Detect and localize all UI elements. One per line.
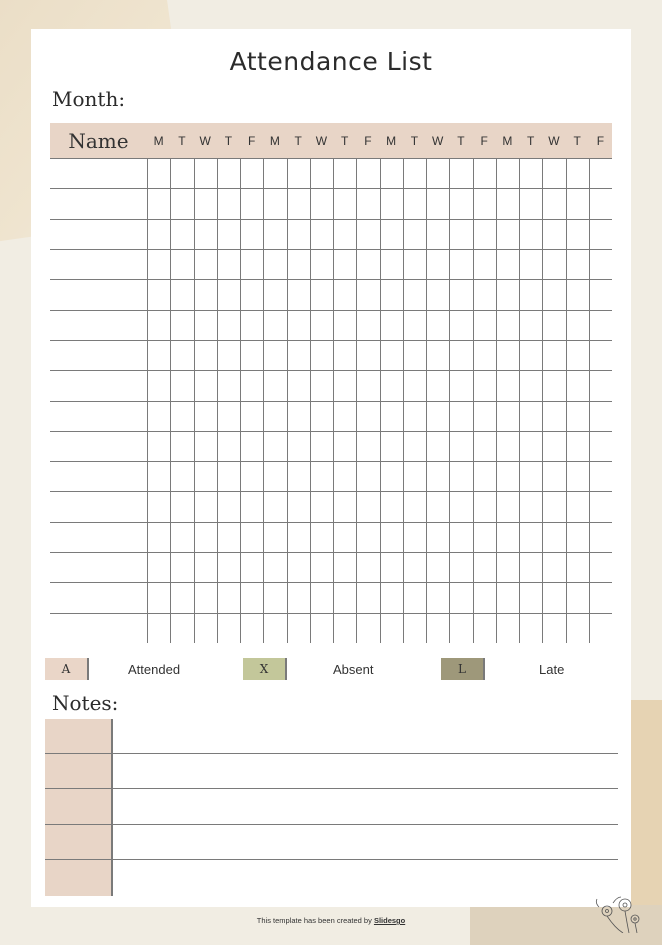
day-header: T xyxy=(573,133,581,148)
legend xyxy=(45,658,615,682)
column-line xyxy=(589,158,590,643)
day-header: T xyxy=(410,133,419,148)
row-line xyxy=(50,522,612,523)
row-line xyxy=(50,158,612,159)
notes-sidebar xyxy=(45,719,113,896)
day-header: T xyxy=(224,133,233,148)
flower-icon xyxy=(595,893,645,933)
column-line xyxy=(542,158,543,643)
notes-line xyxy=(45,859,618,860)
row-line xyxy=(50,370,612,371)
column-line xyxy=(263,158,264,643)
row-line xyxy=(50,582,612,583)
column-line xyxy=(147,158,148,643)
day-header: T xyxy=(294,133,302,148)
column-line xyxy=(496,158,497,643)
row-line xyxy=(50,279,612,280)
day-header: F xyxy=(480,133,488,148)
column-line xyxy=(333,158,334,643)
legend-code-box: L xyxy=(441,658,485,680)
legend-code-box: X xyxy=(243,658,287,680)
day-header: W xyxy=(548,133,560,148)
row-line xyxy=(50,188,612,189)
day-header: F xyxy=(364,133,372,148)
month-label: Month: xyxy=(52,87,126,111)
notes-line xyxy=(45,824,618,825)
day-header: T xyxy=(526,133,535,148)
column-line xyxy=(519,158,520,643)
column-line xyxy=(356,158,357,643)
row-line xyxy=(50,613,612,614)
day-header: F xyxy=(596,133,605,148)
column-line xyxy=(287,158,288,643)
row-line xyxy=(50,219,612,220)
page-title: Attendance List xyxy=(229,47,433,76)
column-line xyxy=(566,158,567,643)
row-line xyxy=(50,310,612,311)
footer-credit xyxy=(0,916,662,925)
row-line xyxy=(50,431,612,432)
column-line xyxy=(473,158,474,643)
day-header: W xyxy=(431,133,444,148)
legend-label: Late xyxy=(539,662,565,677)
day-header: T xyxy=(457,133,465,148)
column-line xyxy=(240,158,241,643)
row-line xyxy=(50,552,612,553)
notes-line xyxy=(45,788,618,789)
attendance-table xyxy=(50,123,612,643)
row-line xyxy=(50,491,612,492)
day-header: M xyxy=(386,133,397,148)
column-line xyxy=(380,158,381,643)
day-header: W xyxy=(199,133,211,148)
notes-label: Notes: xyxy=(52,691,119,715)
day-header: M xyxy=(153,133,164,148)
day-header: T xyxy=(178,133,186,148)
column-line xyxy=(310,158,311,643)
day-header: T xyxy=(340,133,349,148)
table-header xyxy=(50,123,612,158)
row-line xyxy=(50,249,612,250)
column-line xyxy=(217,158,218,643)
name-column-header: Name xyxy=(68,128,129,153)
column-line xyxy=(170,158,171,643)
legend-label: Attended xyxy=(128,662,181,677)
column-line xyxy=(449,158,450,643)
legend-label: Absent xyxy=(333,662,374,677)
notes-line xyxy=(45,753,618,754)
table-body[interactable] xyxy=(50,158,612,643)
row-line xyxy=(50,461,612,462)
column-line xyxy=(426,158,427,643)
day-header: M xyxy=(502,133,513,148)
row-line xyxy=(50,340,612,341)
column-line xyxy=(403,158,404,643)
row-line xyxy=(50,401,612,402)
day-header: M xyxy=(269,133,280,148)
footer-text: This template has been created by xyxy=(256,916,374,925)
day-header: F xyxy=(247,133,256,148)
day-header: W xyxy=(315,133,328,148)
attendance-sheet xyxy=(31,29,631,907)
legend-code-box: A xyxy=(45,658,89,680)
column-line xyxy=(194,158,195,643)
footer-brand-link[interactable]: Slidesgo xyxy=(373,916,406,925)
